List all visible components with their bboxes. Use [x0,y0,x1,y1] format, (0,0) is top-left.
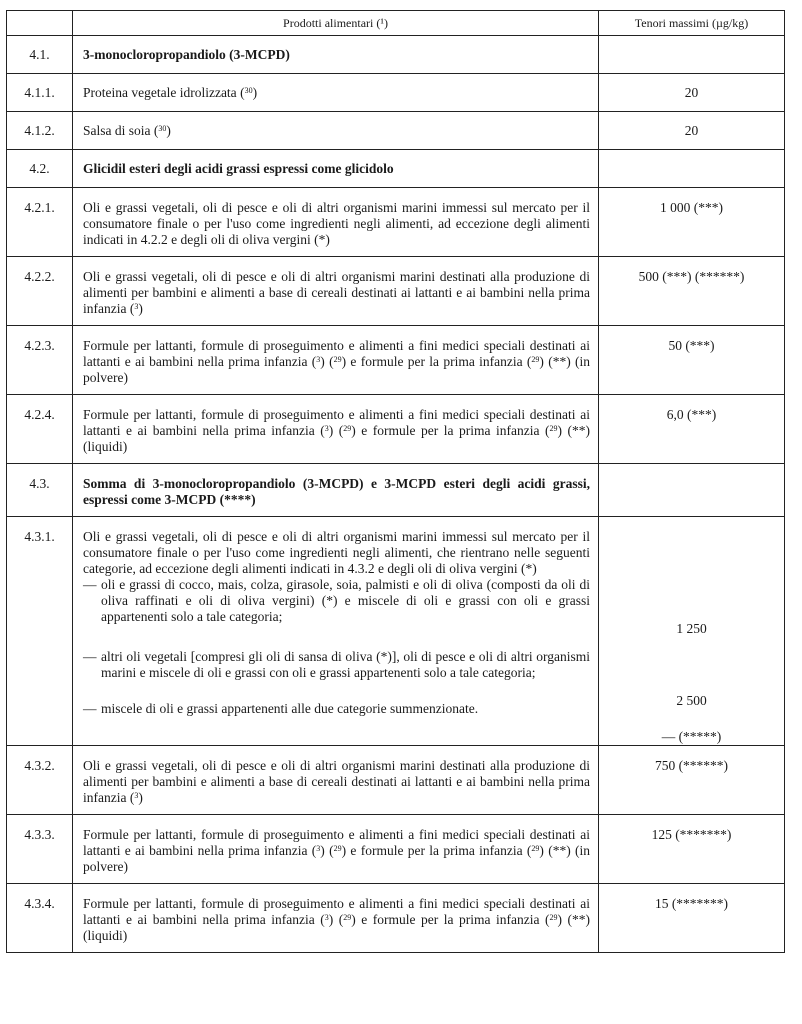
list-item [83,701,590,717]
food-text: Oli e grassi vegetali, oli di pesce e oli di altri organismi marini destinati alla produzione di alimenti per bambini e alimenti a base di cereali destinati ai lattanti e ai bambini nella prima infanzia [83,269,590,316]
food-text: (**) (liquidi) [83,423,591,454]
row-value [599,150,785,188]
food-text: Formule per lattanti, formule di proseguimento e alimenti a fini medici speciali destinati ai lattanti e ai bambini nella prima infanzia [83,896,590,927]
row-value: 15 (*******) [599,884,785,953]
row-value: 500 (***) (******) [599,257,785,326]
row-value: 2 500 [676,693,707,708]
food-text: Proteina vegetale idrolizzata [83,84,237,100]
row-number: 4.3.1. [7,517,73,746]
row-number: 4.3.4. [7,884,73,953]
table-row-4-1-1 [7,74,785,112]
row-number: 4.3.3. [7,815,73,884]
row-value: 1 000 (***) [599,188,785,257]
footnote-ref: 29 [531,844,540,853]
row-number: 4.2.4. [7,395,73,464]
table-row-4-2-4 [7,395,785,464]
table-row-4-3-4 [7,884,785,953]
row-food: Oli e grassi vegetali, oli di pesce e oli di altri organismi marini destinati alla produzione di alimenti per bambini e alimenti a base di cereali destinati ai lattanti e ai bambini nella prima infanzia ($^3$) [73,257,599,326]
footnote-ref: 3 [134,302,139,311]
table-row-4-3-3 [7,815,785,884]
row-value-group [599,517,785,746]
footnote-ref: 29 [531,355,540,364]
food-text: (**) (in polvere) [83,843,591,874]
row-number: 4.2. [7,150,73,188]
dash-marker: — [83,701,97,716]
food-text: e formule per la prima infanzia [361,423,540,438]
food-intro: Oli e grassi vegetali, oli di pesce e oli di altri organismi marini immessi sul mercato per il consumatore finale o per l'uso come ingredienti negli alimenti, che rientrano nelle seguenti categorie, ad eccezione degli alimenti indicati in 4.3.2 e degli oli di oliva vergini (*) [83,529,590,576]
row-value: 750 (******) [599,746,785,815]
food-text: Formule per lattanti, formule di proseguimento e alimenti a fini medici speciali destinati ai lattanti e ai bambini nella prima infanzia [83,827,590,858]
row-value: 125 (*******) [599,815,785,884]
footnote-ref: 29 [333,844,342,853]
section-row-4-1 [7,36,785,74]
table-row-4-2-2 [7,257,785,326]
section-title [73,464,599,517]
section-title-text: Somma di 3-monocloropropandiolo (3-MCPD) e 3-MCPD esteri degli acidi grassi, espressi come 3-MCPD [83,476,590,507]
contaminants-table [6,10,785,953]
section-row-4-2 [7,150,785,188]
food-text: Salsa di soia [83,122,151,138]
food-text: e formule per la prima infanzia [361,912,540,927]
footnote-ref: 3 [324,913,329,922]
row-number: 4.2.2. [7,257,73,326]
row-value: 20 [599,112,785,150]
footnote-ref: 29 [343,913,352,922]
row-food: Formule per lattanti, formule di proseguimento e alimenti a fini medici speciali destinati ai lattanti e ai bambini nella prima infanzia ($^3$) ($^{29}$) e formule per la prima infanzia ($^{29}$) (**) (liquidi) [73,884,599,953]
table-row-4-1-2 [7,112,785,150]
section-title: Glicidil esteri degli acidi grassi espressi come glicidolo [73,150,599,188]
food-text: Oli e grassi vegetali, oli di pesce e oli di altri organismi marini destinati alla produzione di alimenti per bambini e alimenti a base di cereali destinati ai lattanti e ai bambini nella prima infanzia [83,758,590,805]
row-food: Formule per lattanti, formule di proseguimento e alimenti a fini medici speciali destinati ai lattanti e ai bambini nella prima infanzia ($^3$) ($^{29}$) e formule per la prima infanzia ($^{29}$) (**) (in polvere) [73,815,599,884]
row-number: 4.2.1. [7,188,73,257]
food-text: e formule per la prima infanzia [350,843,523,858]
list-item-text: miscele di oli e grassi appartenenti alle due categorie summenzionate. [101,701,479,716]
section-title-note: (****) [219,492,256,507]
header-food: Prodotti alimentari (¹) [73,11,599,36]
list-item-text: oli e grassi di cocco, mais, colza, girasole, soia, palmisti e oli di oliva (composti da oli di oliva raffinati e oli di oliva vergini) (*) e miscele di oli e grassi con oli e grassi appartenenti solo a tale categoria; [101,577,590,624]
row-food: Oli e grassi vegetali, oli di pesce e oli di altri organismi marini destinati alla produzione di alimenti per bambini e alimenti a base di cereali destinati ai lattanti e ai bambini nella prima infanzia ($^3$) [73,746,599,815]
row-value: 20 [599,74,785,112]
row-food: Proteina vegetale idrolizzata ($^{30}$) [73,74,599,112]
row-number: 4.1. [7,36,73,74]
food-text: (**) (liquidi) [83,912,591,943]
footnote-ref: 3 [316,844,321,853]
food-text: Formule per lattanti, formule di proseguimento e alimenti a fini medici speciali destinati ai lattanti e ai bambini nella prima infanzia [83,338,590,369]
header-number [7,11,73,36]
food-text: e formule per la prima infanzia [350,354,523,369]
row-value: 6,0 (***) [599,395,785,464]
footnote-ref: 3 [316,355,321,364]
row-food: Formule per lattanti, formule di proseguimento e alimenti a fini medici speciali destinati ai lattanti e ai bambini nella prima infanzia ($^3$) ($^{29}$) e formule per la prima infanzia ($^{29}$) (**) (liquidi) [73,395,599,464]
dash-marker: — [83,649,97,664]
food-text: (**) (in polvere) [83,354,591,385]
table-row-4-2-3 [7,326,785,395]
footnote-ref: 30 [158,123,167,133]
row-food [73,517,599,746]
dash-marker: — [83,577,97,592]
table-header-row [7,11,785,36]
footnote-ref: 3 [324,424,329,433]
table-row-4-3-1 [7,517,785,746]
row-food: Formule per lattanti, formule di proseguimento e alimenti a fini medici speciali destinati ai lattanti e ai bambini nella prima infanzia ($^3$) ($^{29}$) e formule per la prima infanzia ($^{29}$) (**) (in polvere) [73,326,599,395]
footnote-ref: 3 [134,791,139,800]
food-text: Formule per lattanti, formule di proseguimento e alimenti a fini medici speciali destinati ai lattanti e ai bambini nella prima infanzia [83,407,590,438]
row-value: 50 (***) [599,326,785,395]
row-food: Salsa di soia ($^{30}$) [73,112,599,150]
section-title: 3-monocloropropandiolo (3-MCPD) [73,36,599,74]
row-number: 4.2.3. [7,326,73,395]
footnote-ref: 29 [343,424,352,433]
row-number: 4.1.1. [7,74,73,112]
row-number: 4.3. [7,464,73,517]
table-row-4-2-1 [7,188,785,257]
row-value [599,464,785,517]
list-item [83,577,590,625]
footnote-ref: 29 [333,355,342,364]
list-item-text: altri oli vegetali [compresi gli oli di sansa di oliva (*)], oli di pesce e oli di altri organismi marini e miscele di oli e grassi con oli e grassi appartenenti solo a tale categoria; [101,649,590,680]
row-number: 4.1.2. [7,112,73,150]
footnote-ref: 29 [549,424,558,433]
list-item [83,649,590,681]
row-value: — (*****) [661,729,722,744]
section-row-4-3 [7,464,785,517]
header-limit: Tenori massimi (µg/kg) [599,11,785,36]
table-row-4-3-2 [7,746,785,815]
row-number: 4.3.2. [7,746,73,815]
footnote-ref: 30 [244,85,253,95]
row-food: Oli e grassi vegetali, oli di pesce e oli di altri organismi marini immessi sul mercato per il consumatore finale o per l'uso come ingredienti negli alimenti, ad eccezione degli alimenti indicati in 4.2.2 e degli oli di oliva vergini (*) [73,188,599,257]
row-value [599,36,785,74]
row-value: 1 250 [676,621,707,636]
footnote-ref: 29 [549,913,558,922]
